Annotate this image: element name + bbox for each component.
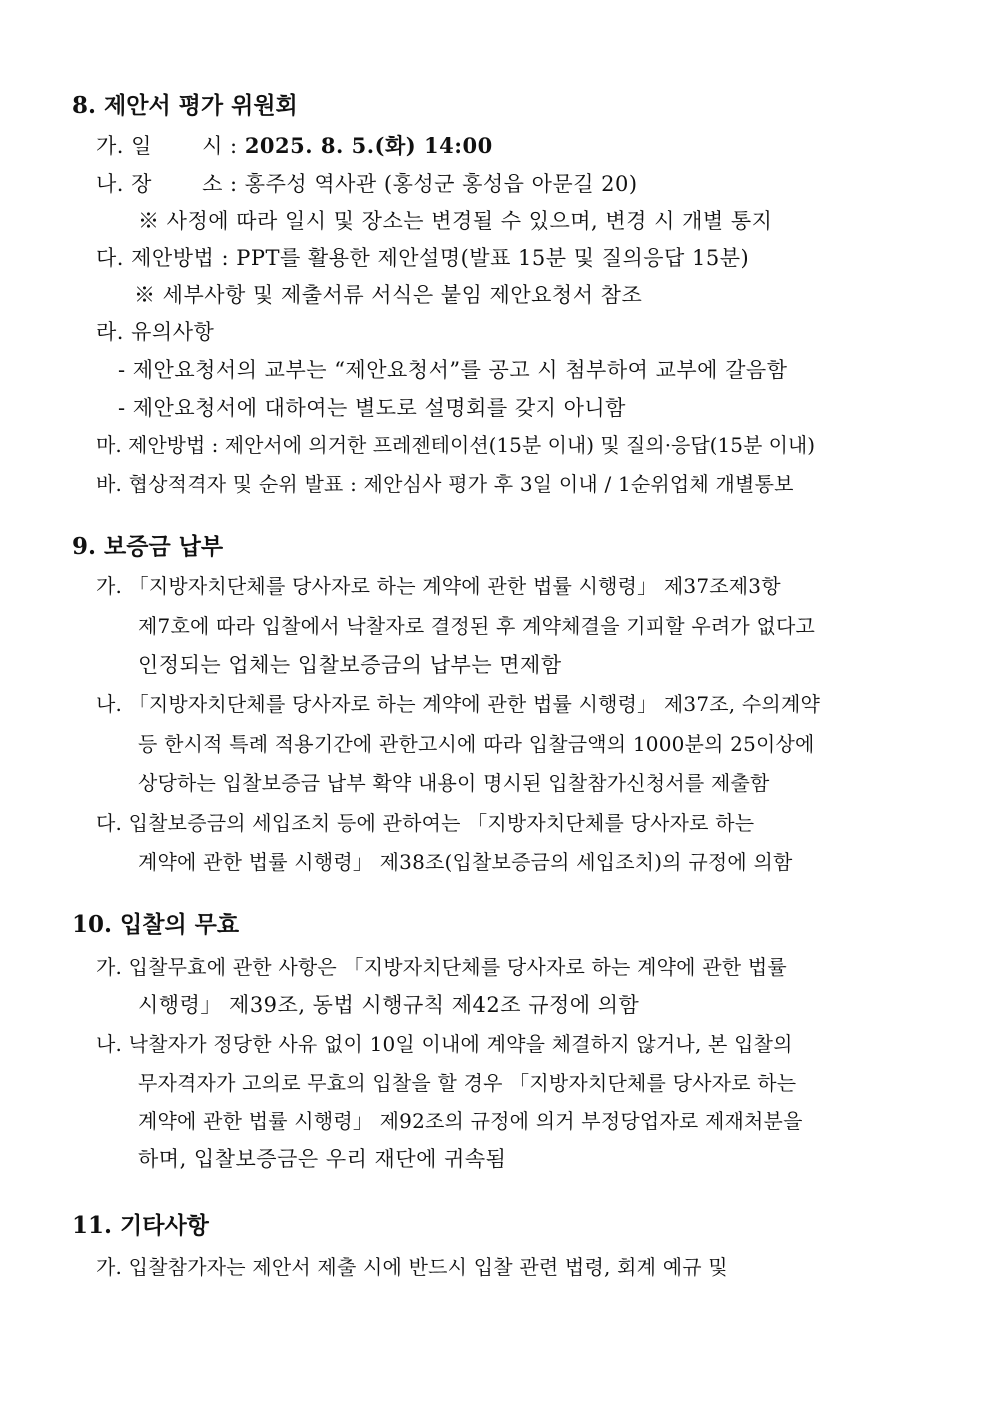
section-9-title: 9. 보증금 납부 <box>72 533 224 560</box>
section-8-line-place: 나. 장 소 : 홍주성 역사관 (홍성군 홍성읍 아문길 20) <box>96 172 638 196</box>
section-9-line-b3: 상당하는 입찰보증금 납부 확약 내용이 명시된 입찰참가신청서를 제출함 <box>138 771 770 795</box>
section-9-line-b1: 나. 「지방자치단체를 당사자로 하는 계약에 관한 법률 시행령」 제37조, 수의계약 <box>96 692 820 716</box>
section-10-line-a1: 가. 입찰무효에 관한 사항은 「지방자치단체를 당사자로 하는 계약에 관한 법률 <box>96 955 787 979</box>
section-8-line-date <box>96 131 493 161</box>
section-9-line-c2: 계약에 관한 법률 시행령」 제38조(입찰보증금의 세입조치)의 규정에 의함 <box>138 850 793 874</box>
section-10-line-b4: 하며, 입찰보증금은 우리 재단에 귀속됨 <box>138 1147 507 1171</box>
section-11-line-a1: 가. 입찰참가자는 제안서 제출 시에 반드시 입찰 관련 법령, 회계 예규 및 <box>96 1255 728 1279</box>
date-value: 2025. 8. 5.(화) 14:00 <box>244 133 493 158</box>
section-8-note-briefing: - 제안요청서에 대하여는 별도로 설명회를 갖지 아니함 <box>118 396 626 420</box>
section-10-title: 10. 입찰의 무효 <box>72 911 240 938</box>
section-10-line-b3: 계약에 관한 법률 시행령」 제92조의 규정에 의거 부정당업자로 제재처분을 <box>138 1109 803 1133</box>
section-11-title: 11. 기타사항 <box>72 1212 209 1239</box>
section-9-line-a2: 제7호에 따라 입찰에서 낙찰자로 결정된 후 계약체결을 기피할 우려가 없다고 <box>138 614 816 638</box>
section-8-title: 8. 제안서 평가 위원회 <box>72 92 298 119</box>
section-8-line-announcement: 바. 협상적격자 및 순위 발표 : 제안심사 평가 후 3일 이내 / 1순위업체 개별통보 <box>96 472 794 496</box>
section-8-note-distribution: - 제안요청서의 교부는 “제안요청서”를 공고 시 첨부하여 교부에 갈음함 <box>118 358 788 382</box>
date-label: 가. 일 시 : <box>96 134 245 158</box>
section-9-line-c1: 다. 입찰보증금의 세입조치 등에 관하여는 「지방자치단체를 당사자로 하는 <box>96 811 755 835</box>
section-8-line-method: 다. 제안방법 : PPT를 활용한 제안설명(발표 15분 및 질의응답 15분) <box>96 246 750 270</box>
section-9-line-a1: 가. 「지방자치단체를 당사자로 하는 계약에 관한 법률 시행령」 제37조제3항 <box>96 574 781 598</box>
section-8-line-presentation: 마. 제안방법 : 제안서에 의거한 프레젠테이션(15분 이내) 및 질의·응답(15분 이내) <box>96 433 816 457</box>
section-10-line-a2: 시행령」 제39조, 동법 시행규칙 제42조 규정에 의함 <box>138 993 640 1017</box>
section-10-line-b2: 무자격자가 고의로 무효의 입찰을 할 경우 「지방자치단체를 당사자로 하는 <box>138 1071 797 1095</box>
section-8-note-details: ※ 세부사항 및 제출서류 서식은 붙임 제안요청서 참조 <box>134 283 643 307</box>
section-8-note-change: ※ 사정에 따라 일시 및 장소는 변경될 수 있으며, 변경 시 개별 통지 <box>138 209 773 233</box>
section-9-line-a3: 인정되는 업체는 입찰보증금의 납부는 면제함 <box>138 653 562 677</box>
section-10-line-b1: 나. 낙찰자가 정당한 사유 없이 10일 이내에 계약을 체결하지 않거나, 본 입찰의 <box>96 1032 793 1056</box>
section-9-line-b2: 등 한시적 특례 적용기간에 관한고시에 따라 입찰금액의 1000분의 25이상에 <box>138 732 815 756</box>
section-8-line-notes: 라. 유의사항 <box>96 320 215 344</box>
